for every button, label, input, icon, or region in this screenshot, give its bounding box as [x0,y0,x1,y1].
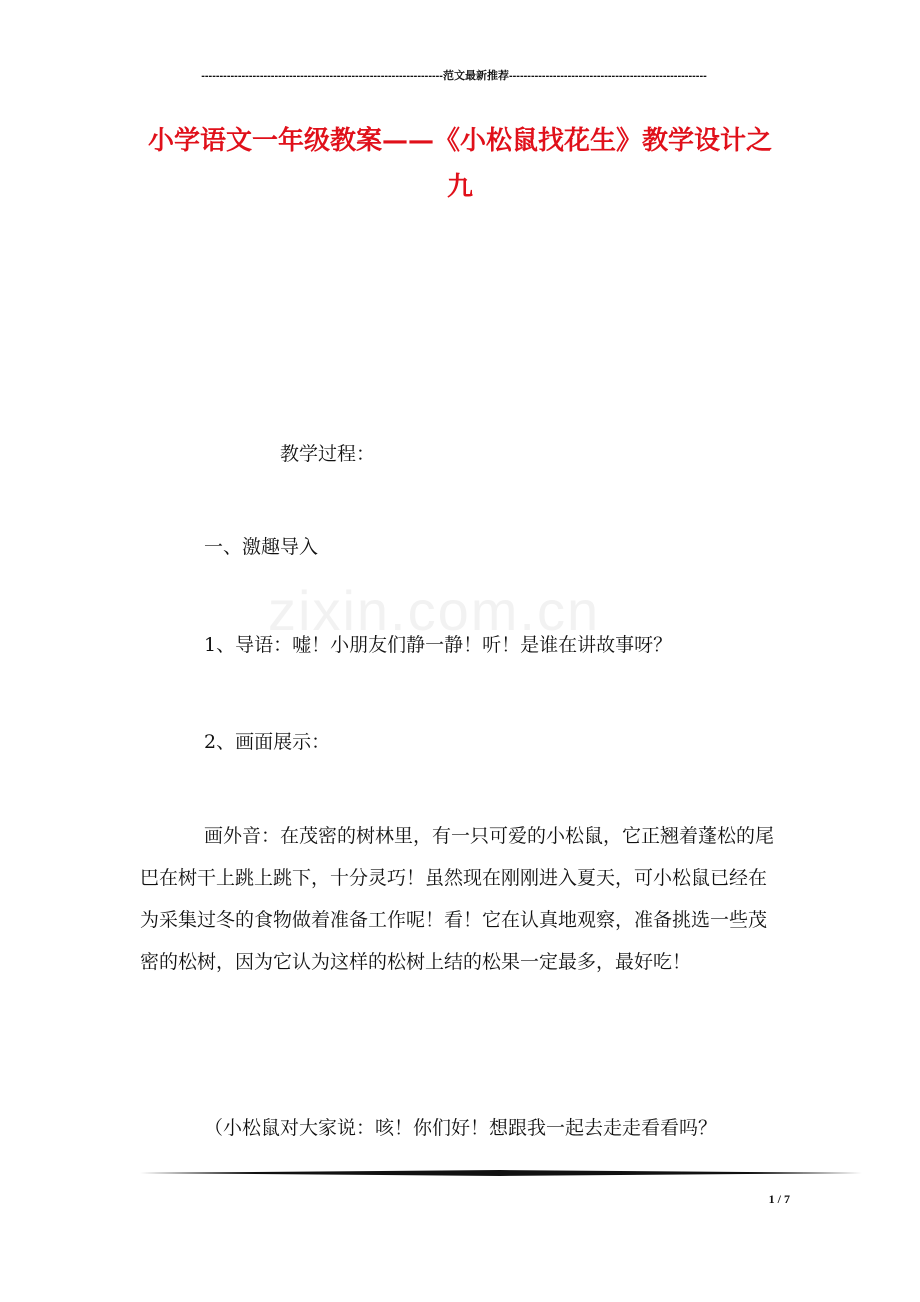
document-title: 小学语文一年级教案——《小松鼠找花生》教学设计之九 [147,126,772,202]
section-heading-process: 教学过程： [280,443,376,465]
list-item-guide: 1、导语：嘘！小朋友们静一静！听！是谁在讲故事呀？ [204,634,673,656]
paragraph-narration: 画外音：在茂密的树林里，有一只可爱的小松鼠，它正翘着蓬松的尾巴在树干上跳上跳下，十分灵巧！虽然现在刚刚进入夏天，可小松鼠已经在为采集过冬的食物做着准备工作呢！看！它在认真地观察，准备挑选一些茂密的松树，因为它认为这样的松树上结的松果一定最多，最好吃！ [140,825,775,973]
paragraph-dialogue: （小松鼠对大家说：咳！你们好！想跟我一起去走走看看吗？ [204,1117,718,1139]
list-item-display: 2、画面展示： [204,731,331,753]
watermark: zixin.com.cn [268,579,601,642]
page-header: ------------------------------------------------------------------范文最新推荐------------------------------------------------------ [201,70,707,82]
footer-rule [140,1168,862,1178]
section-heading-intro: 一、激趣导入 [204,536,319,558]
page-number: 1 / 7 [768,1192,790,1206]
